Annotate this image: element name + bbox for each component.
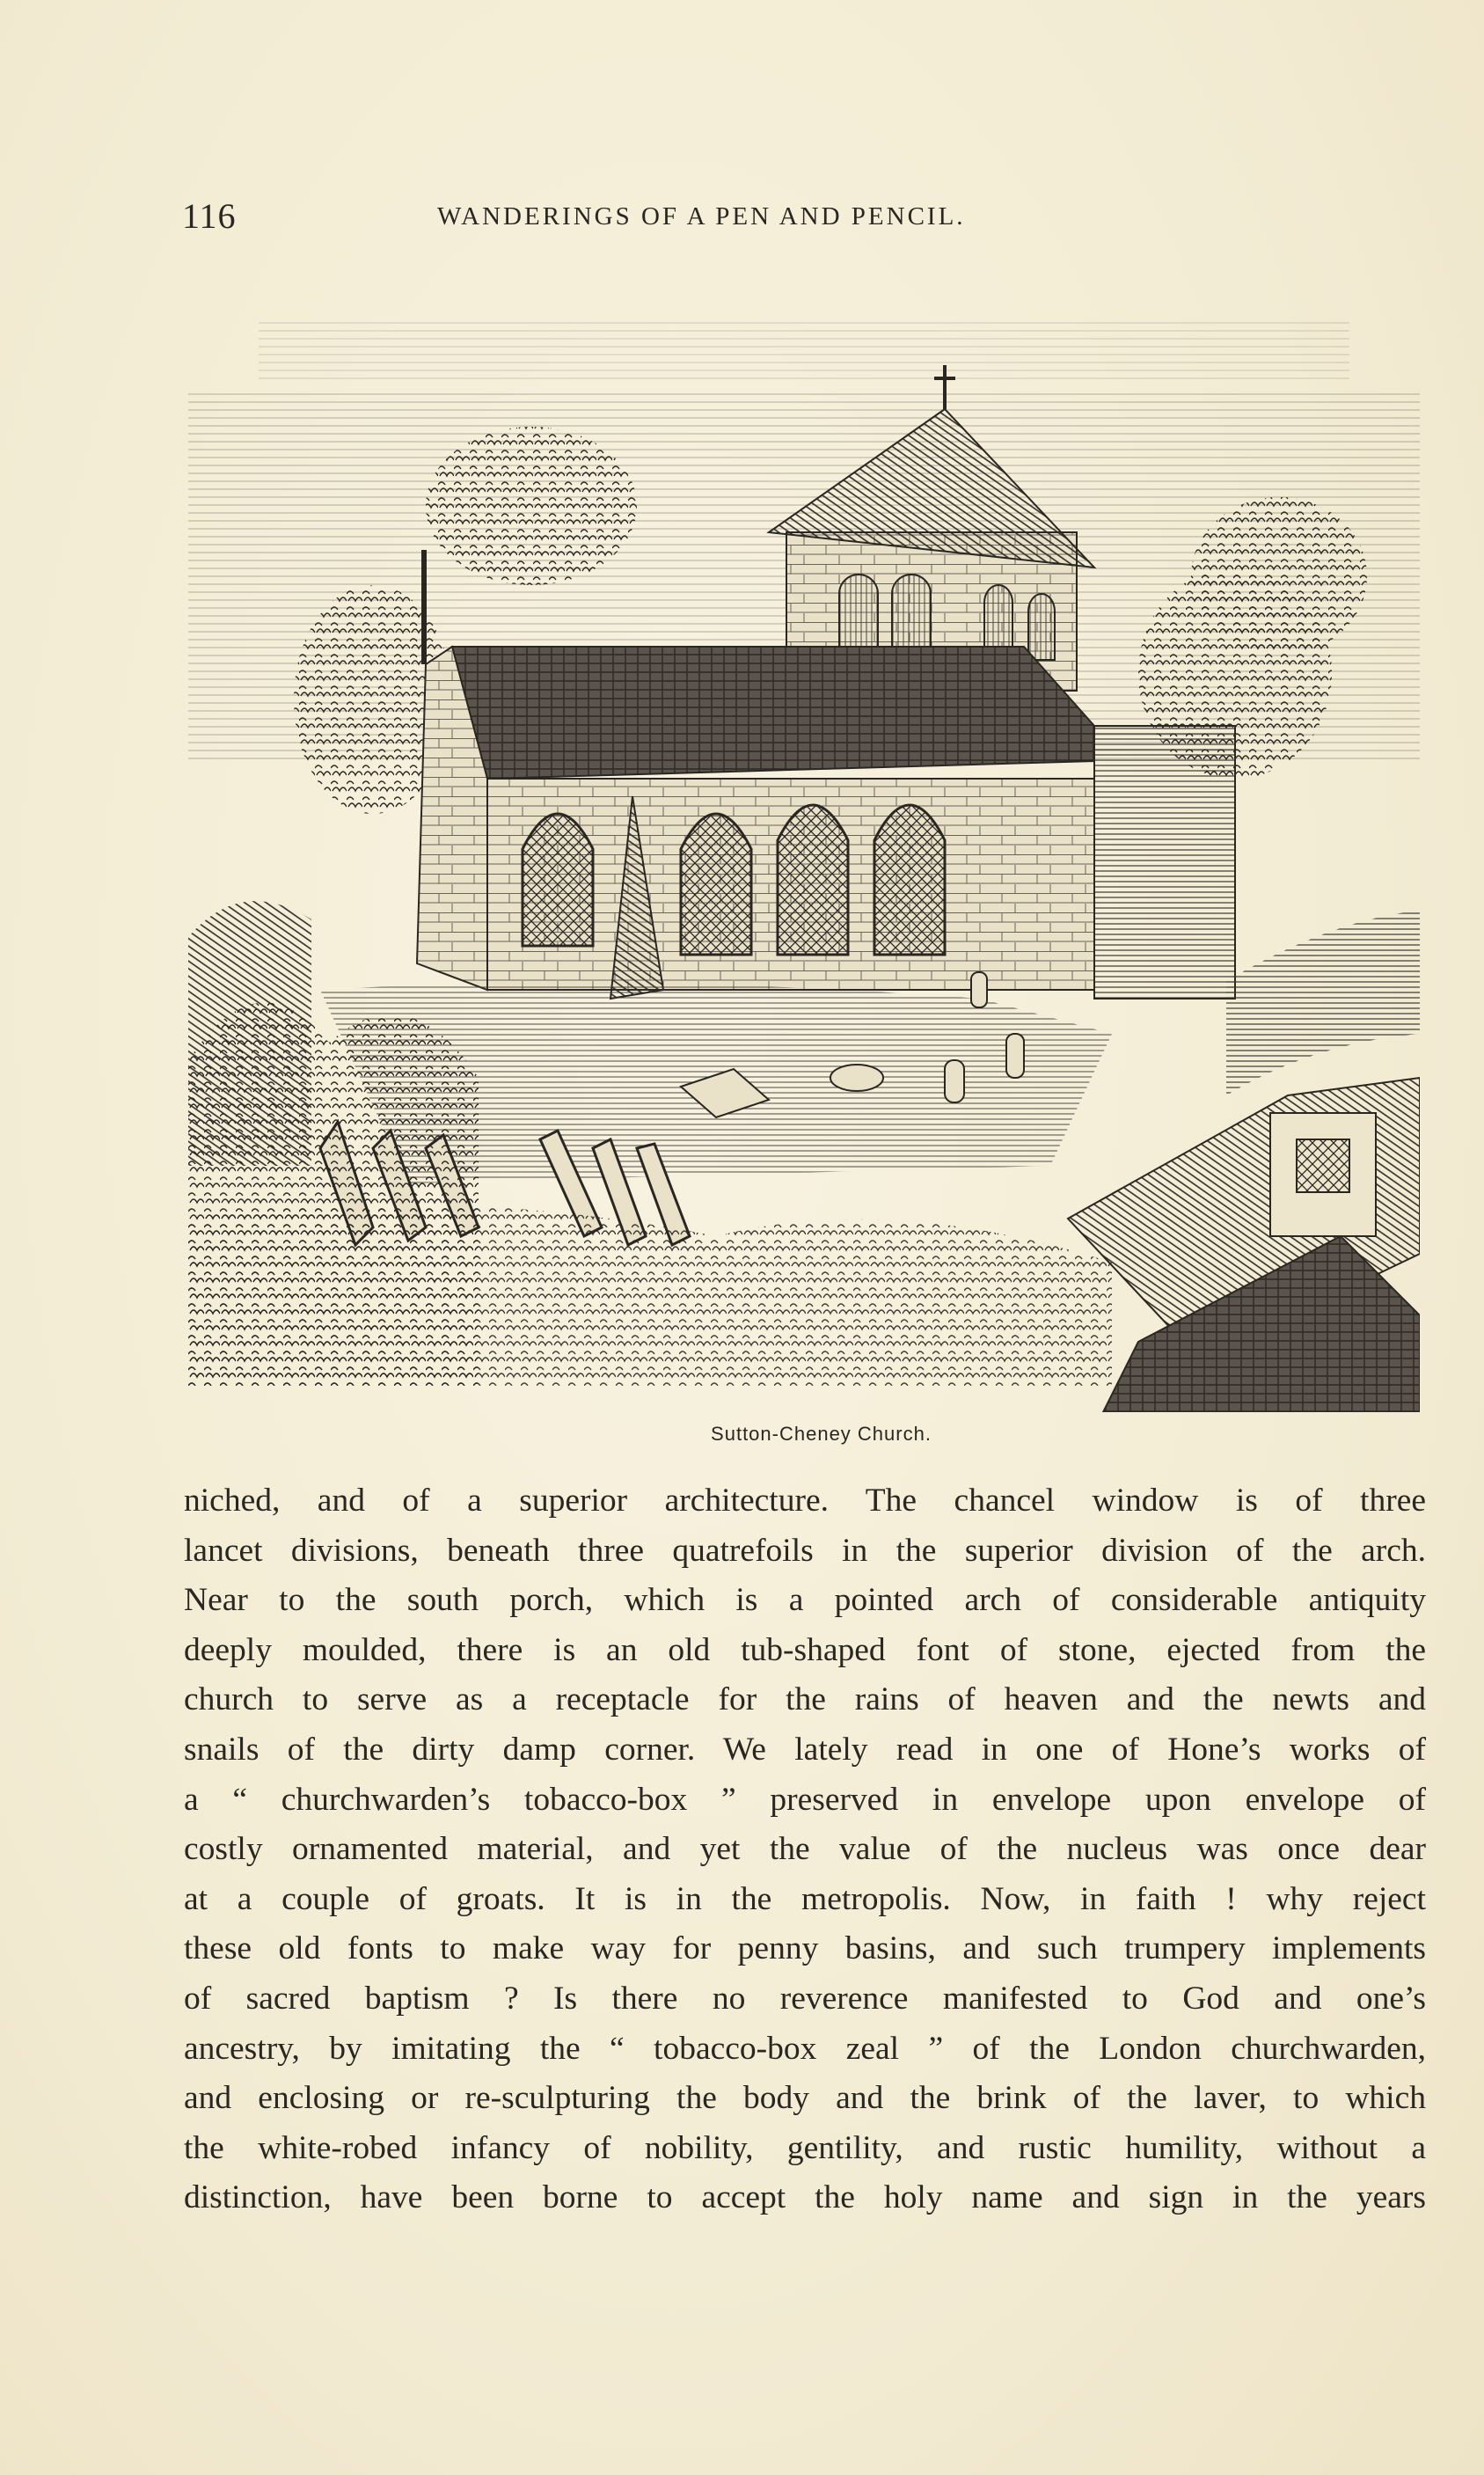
church-illustration	[188, 304, 1420, 1412]
text-line: the white-robed infancy of nobility, gentility, and rustic humility, without a	[184, 2129, 1426, 2166]
text-line: Near to the south porch, which is a pointed arch of considerable antiquity	[184, 1582, 1426, 1619]
text-line: these old fonts to make way for penny basins, and such trumpery implements	[184, 1930, 1426, 1967]
text-line: a “ churchwarden’s tobacco-box ” preserved in envelope upon envelope of	[184, 1781, 1426, 1818]
body-text	[184, 1476, 1426, 2223]
text-line: ancestry, by imitating the “ tobacco-box zeal ” of the London churchwarden,	[184, 2030, 1426, 2067]
text-line: distinction, have been borne to accept the holy name and sign in the years	[184, 2179, 1426, 2216]
text-line: and enclosing or re-sculpturing the body and the brink of the laver, to which	[184, 2080, 1426, 2117]
text-line: snails of the dirty damp corner. We lately read in one of Hone’s works of	[184, 1731, 1426, 1768]
text-line: lancet divisions, beneath three quatrefoils in the superior division of the arch.	[184, 1532, 1426, 1569]
nave-roof	[452, 647, 1094, 779]
figure-caption: Sutton-Cheney Church.	[711, 1423, 932, 1445]
text-line: niched, and of a superior architecture. The chancel window is of three	[184, 1483, 1426, 1519]
text-line: church to serve as a receptacle for the rains of heaven and the newts and	[184, 1681, 1426, 1718]
text-line: costly ornamented material, and yet the value of the nucleus was once dear	[184, 1831, 1426, 1868]
text-line: deeply moulded, there is an old tub-shaped font of stone, ejected from the	[184, 1631, 1426, 1668]
text-line: of sacred baptism ? Is there no reverence manifested to God and one’s	[184, 1980, 1426, 2017]
running-title: WANDERINGS OF A PEN AND PENCIL.	[437, 202, 966, 231]
page-number: 116	[182, 196, 237, 236]
running-header	[182, 195, 1422, 239]
text-line: at a couple of groats. It is in the metropolis. Now, in faith ! why reject	[184, 1880, 1426, 1917]
